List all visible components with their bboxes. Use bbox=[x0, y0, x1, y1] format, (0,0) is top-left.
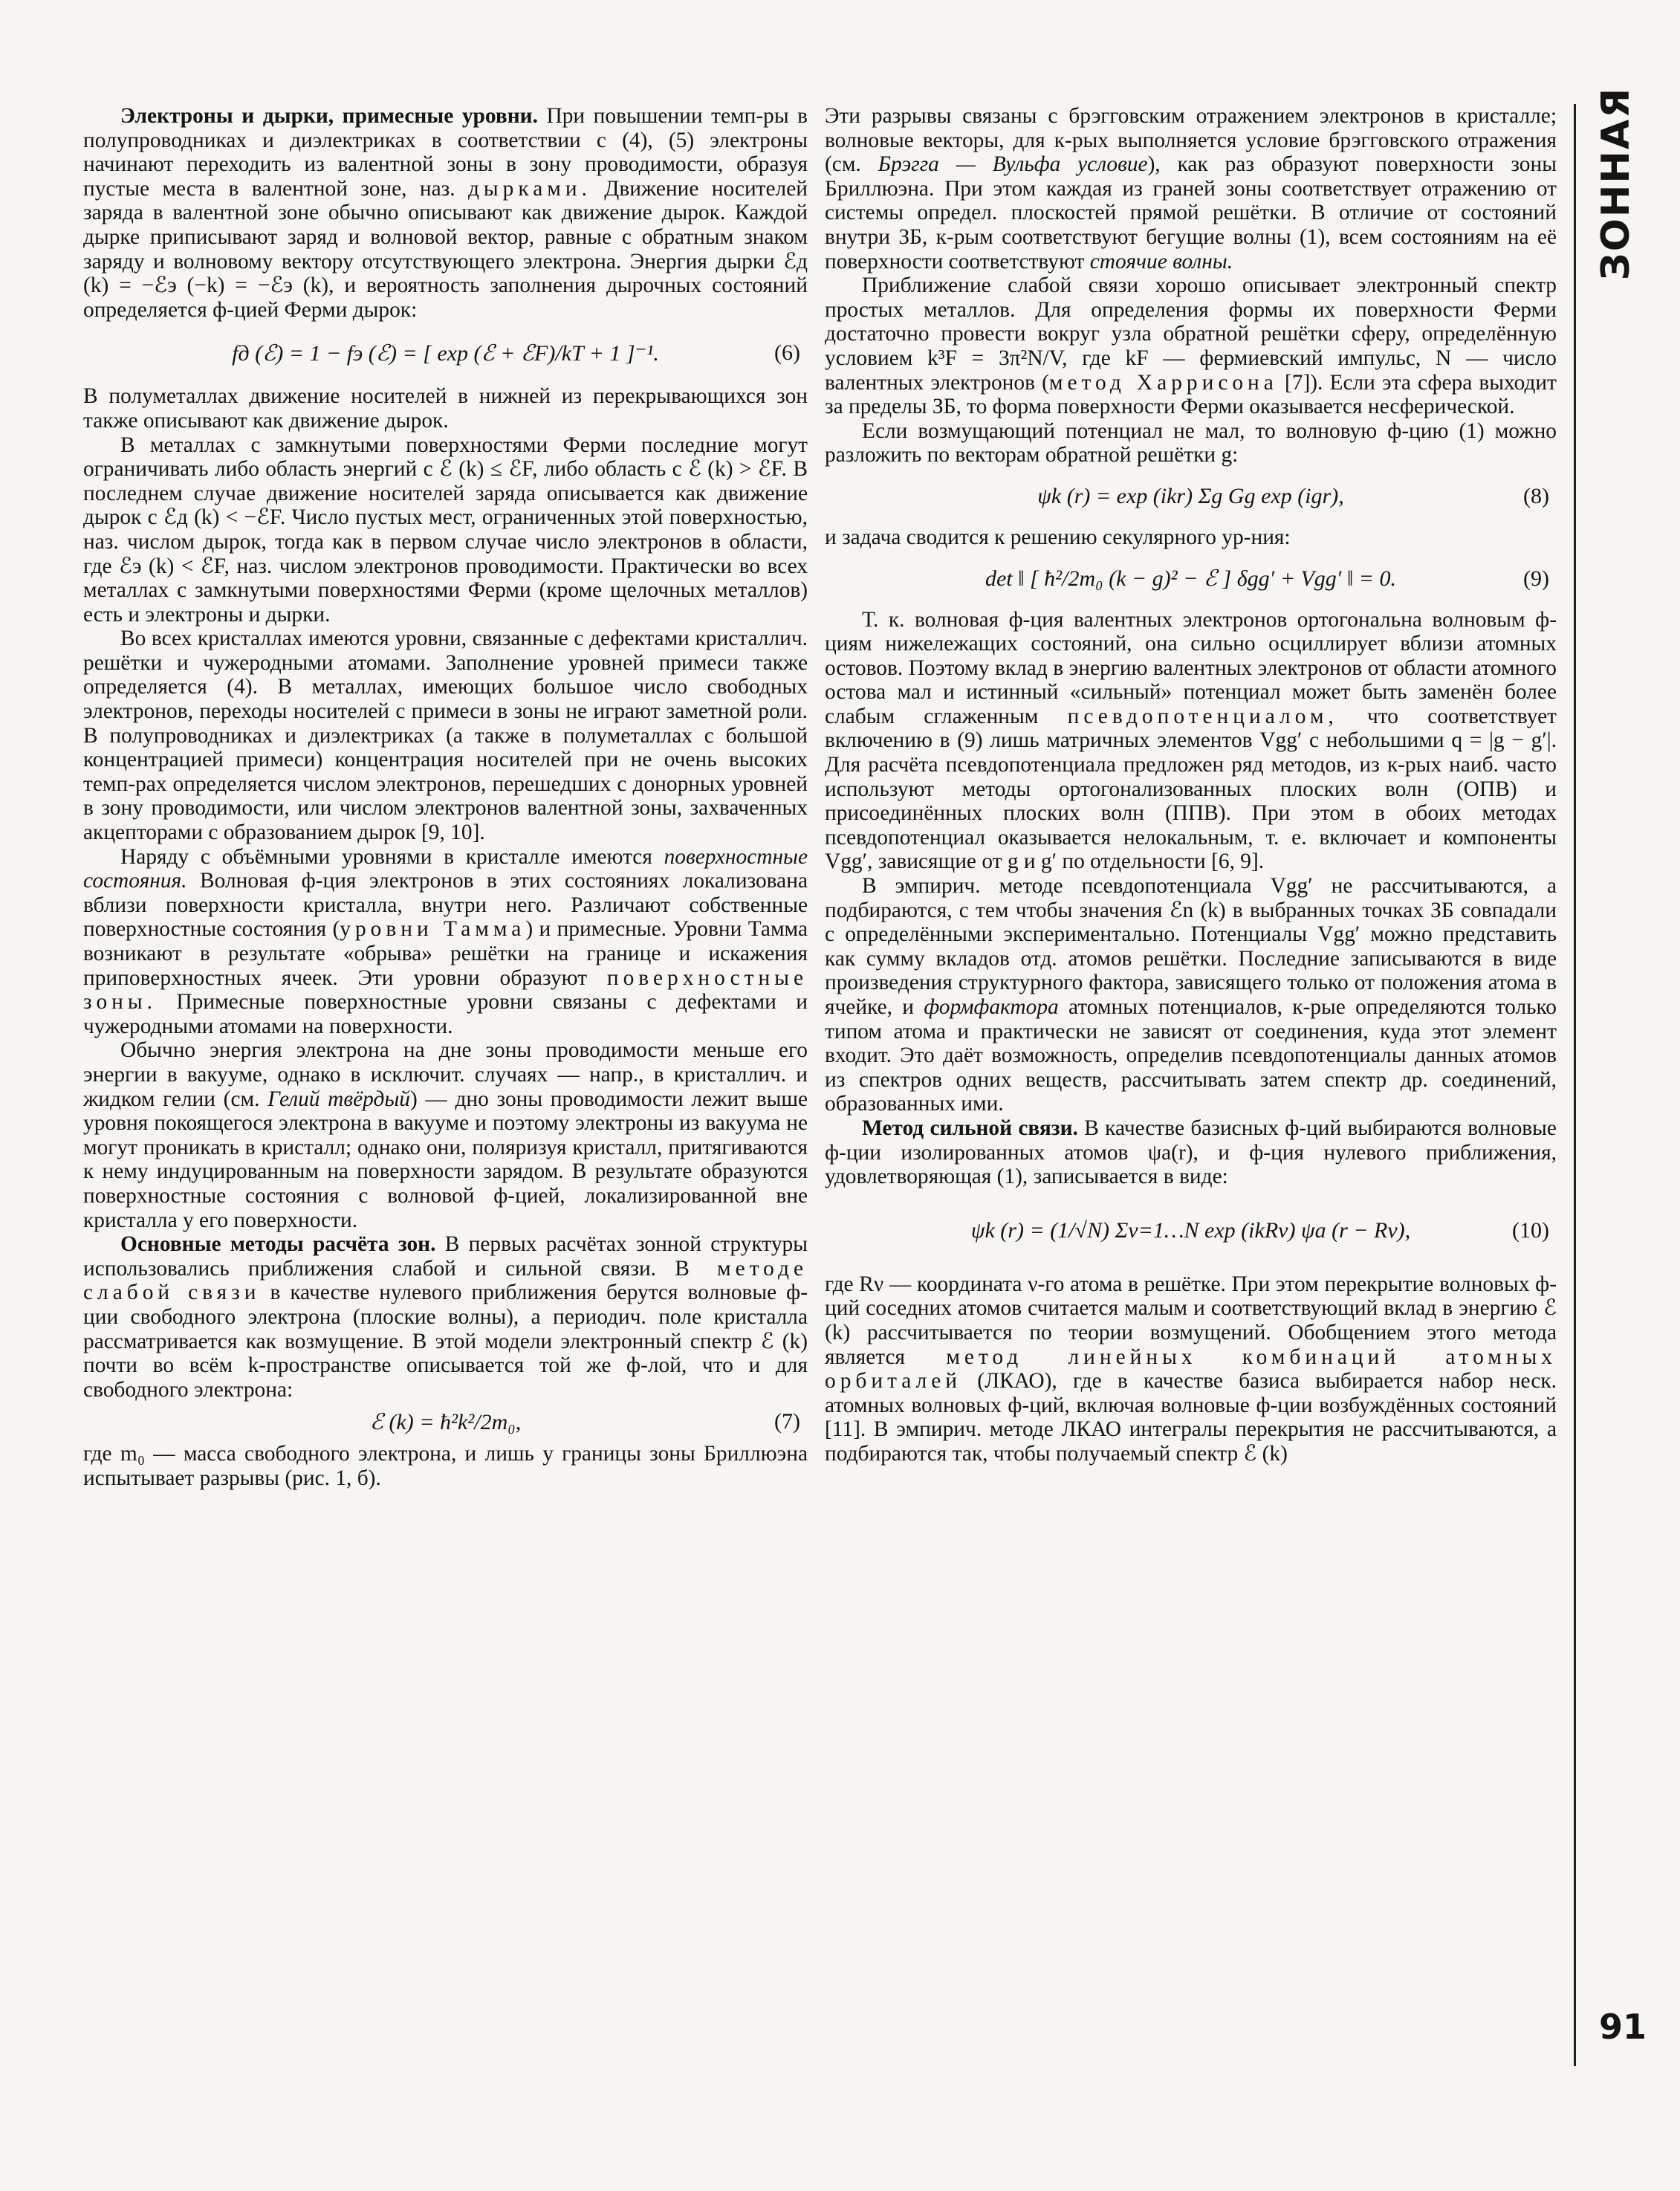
paragraph-surface-states: Наряду с объёмными уровнями в кристалле имеются поверхностные состояния. Волновая ф-ция электронов в этих состояниях локализована вблизи поверхности кристалла, внутри него. Различают собственные поверхностные состояния (уровни Тамма) и примесные. Уровни Тамма возникают в результате «обрыва» решётки на границе и искажения приповерхностных ячеек. Эти уровни образуют поверхностные зоны. Примесные поверхностные уровни связаны с дефектами и чужеродными атомами на поверхности. bbox=[83, 844, 808, 1038]
formula-8: ψk (r) = exp (ikr) Σg Gg exp (igr), (8) bbox=[1037, 483, 1549, 508]
running-head: ЗОННАЯ bbox=[1594, 86, 1639, 281]
formula-10: ψk (r) = (1/√N) Σν=1…N exp (ikRν) ψа (r − Rν), (10) bbox=[970, 1217, 1549, 1243]
paragraph-metals: В металлах с замкнутыми поверхностями Ферми последние могут ограничивать либо область энергий с ℰ (k) ≤ ℰF, либо область с ℰ (k) > ℰF. В последнем случае движение носителей заряда описывается как движение дырок с ℰд (k) < −ℰF. Число пустых мест, ограниченных этой поверхностью, наз. числом дырок, тогда как в первом случае число электронов в области, где ℰэ (k) < ℰF, наз. числом электронов проводимости. Практически во всех металлах с замкнутыми поверхностями Ферми (кроме щелочных металлов) есть и электроны и дырки. bbox=[83, 433, 808, 627]
paragraph-weak-binding: Приближение слабой связи хорошо описывает электронный спектр простых металлов. Для определения формы их поверхности Ферми достаточно провести вокруг узла обратной решётки сферу, определённую условием k³F = 3π²N/V, где kF — фермиевский импульс, N — число валентных электронов (метод Харрисона [7]). Если эта сфера выходит за пределы ЗБ, то форма поверхности Ферми оказывается несферической. bbox=[825, 274, 1557, 419]
paragraph-calculation-methods: Основные методы расчёта зон. В первых расчётах зонной структуры использовались приближения слабой и сильной связи. В методе слабой связи в качестве нулевого приближения берутся волновые ф-ции свободного электрона (плоские волны), а периодич. поле кристалла рассматривается как возмущение. В этой модели электронный спектр ℰ (k) почти во всём k-пространстве описывается той же ф-лой, что и для свободного электрона: bbox=[83, 1232, 808, 1402]
formula-number: (7) bbox=[774, 1409, 800, 1434]
paragraph-free-electron-mass: где m₀ — масса свободного электрона, и лишь у границы зоны Бриллюэна испытывает разрывы (рис. 1, б). bbox=[83, 1442, 808, 1490]
section-heading-electrons-holes: Электроны и дырки, примесные уровни. bbox=[120, 104, 538, 128]
formula-number: (6) bbox=[774, 340, 800, 366]
paragraph-secular-equation: и задача сводится к решению секулярного ур-ния: bbox=[825, 525, 1291, 549]
page-number: 91 bbox=[1599, 2007, 1647, 2047]
right-column bbox=[825, 104, 1557, 1466]
paragraph-impurity-levels: Во всех кристаллах имеются уровни, связанные с дефектами кристаллич. решётки и чужеродными атомами. Заполнение уровней примеси также определяется (4). В металлах, имеющих большое число свободных электронов, переходы носителей с примеси в зоны не играют заметной роли. В полупроводниках и диэлектриках (а также в полуметаллах с большой концентрацией примеси) концентрация носителей при не очень высоких темп-рах определяется числом электронов, перешедших с донорных уровней в зону проводимости, или числом электронов валентной зоны, захваченных акцепторами с образованием дырок [9, 10]. bbox=[83, 627, 808, 845]
formula-number: (10) bbox=[1512, 1217, 1549, 1243]
paragraph-vacuum-level: Обычно энергия электрона на дне зоны проводимости меньше его энергии в вакууме, однако в исключит. случаях — напр., в кристаллич. и жидком гелии (см. Гелий твёрдый) — дно зоны проводимости лежит выше уровня покоящегося электрона в вакууме и поэтому электроны из вакуума не могут проникать в кристалл; однако они, поляризуя кристалл, притягиваются к нему индуцированным на поверхности зарядом. В результате образуются поверхностные состояния с волновой ф-цией, локализированной вне кристалла у его поверхности. bbox=[83, 1038, 808, 1232]
formula-number: (9) bbox=[1523, 566, 1549, 591]
formula-6: fд (ℰ) = 1 − fэ (ℰ) = [ exp (ℰ + ℰF)/kT + 1 ]⁻¹. (6) bbox=[232, 340, 800, 366]
margin-rule bbox=[1574, 104, 1576, 2066]
section-heading-calculation-methods: Основные методы расчёта зон. bbox=[120, 1232, 436, 1257]
paragraph-electrons-holes: Электроны и дырки, примесные уровни. При повышении темп-ры в полупроводниках и диэлектриках в соответствии с (4), (5) электроны начинают переходить из валентной зоны в зону проводимости, образуя пустые места в валентной зоне, наз. дырками. Движение носителей заряда в валентной зоне обычно описывают как движение дырок. Каждой дырке приписывают заряд и волновой вектор, равные с обратным знаком заряду и волновому вектору отсутствующего электрона. Энергия дырки ℰд (k) = −ℰэ (−k) = −ℰэ (k), и вероятность заполнения дырочных состояний определяется ф-цией Ферми дырок: bbox=[83, 104, 808, 322]
paragraph-empirical-pseudopotential: В эмпирич. методе псевдопотенциала Vgg′ не рассчитываются, а подбираются, с тем чтобы значения ℰn (k) в выбранных точках ЗБ совпадали с определёнными экспериментально. Потенциалы Vgg′ можно представить как сумму вкладов отд. атомов решётки. Последние записываются в виде произведения структурного фактора, зависящего только от положения атома в ячейке, и формфактора атомных потенциалов, к-рые определяются только типом атома и практически не зависят от соединения, куда этот элемент входит. Это даёт возможность, определив псевдопотенциалы данных атомов из спектров одних веществ, рассчитывать затем спектр др. соединений, образованных ими. bbox=[825, 874, 1557, 1116]
paragraph-lcao: где Rν — координата ν-го атома в решётке. При этом перекрытие волновых ф-ций соседних атомов считается малым и соответствующий вклад в энергию ℰ (k) рассчитывается по теории возмущений. Обобщением этого метода является метод линейных комбинаций атомных орбиталей (ЛКАО), где в качестве базиса выбирается набор неск. атомных волновых ф-ций, включая волновые ф-ции возбуждённых состояний [11]. В эмпирич. методе ЛКАО интегралы перекрытия не рассчитываются, а подбираются так, чтобы получаемый спектр ℰ (k) bbox=[825, 1272, 1557, 1466]
paragraph-tight-binding: Метод сильной связи. В качестве базисных ф-ций выбираются волновые ф-ции изолированных атомов ψа(r), и ф-ция нулевого приближения, удовлетворяющая (1), записывается в виде: bbox=[825, 1116, 1557, 1189]
paragraph-semimetals: В полуметаллах движение носителей в нижней из перекрывающихся зон также описывают как движение дырок. bbox=[83, 384, 808, 433]
formula-9: det ‖ [ ħ²/2m₀ (k − g)² − ℰ ] δgg′ + Vgg′ ‖ = 0. (9) bbox=[985, 566, 1549, 591]
paragraph-perturbing-potential: Если возмущающий потенциал не мал, то волновую ф-цию (1) можно разложить по векторам обратной решётки g: bbox=[825, 418, 1557, 467]
section-heading-tight-binding: Метод сильной связи. bbox=[862, 1116, 1078, 1140]
formula-number: (8) bbox=[1523, 483, 1549, 508]
left-column bbox=[83, 104, 808, 1490]
paragraph-pseudopotential: Т. к. волновая ф-ция валентных электронов ортогональна волновым ф-циям нижележащих состояний, она сильно осциллирует вблизи атомных остовов. Поэтому вклад в энергию валентных электронов от области атомного остова мал и истинный «сильный» потенциал может быть заменён более слабым сглаженным псевдопотенциалом, что соответствует включению в (9) лишь матричных элементов Vgg′ с небольшими q = |g − g′|. Для расчёта псевдопотенциала предложен ряд методов, из к-рых наиб. часто используют методы ортогонализованных плоских волн (ОПВ) и присоединённых плоских волн (ППВ). При этом в обоих методах псевдопотенциал оказывается нелокальным, т. е. включает и компоненты Vgg′, зависящие от g и g′ по отдельности [6, 9]. bbox=[825, 607, 1557, 874]
formula-7: ℰ (k) = ħ²k²/2m₀, (7) bbox=[369, 1409, 800, 1434]
paragraph-bragg-reflection: Эти разрывы связаны с брэгговским отражением электронов в кристалле; волновые векторы, для к-рых выполняется условие брэгговского отражения (см. Брэгга — Вульфа условие), как раз образуют поверхности зоны Бриллюэна. При этом каждая из граней зоны соответствует отражению от системы определ. плоскостей прямой решётки. В отличие от состояний внутри ЗБ, к-рым соответствуют бегущие волны (1), всем состояниям на её поверхности соответствуют стоячие волны. bbox=[825, 104, 1557, 274]
